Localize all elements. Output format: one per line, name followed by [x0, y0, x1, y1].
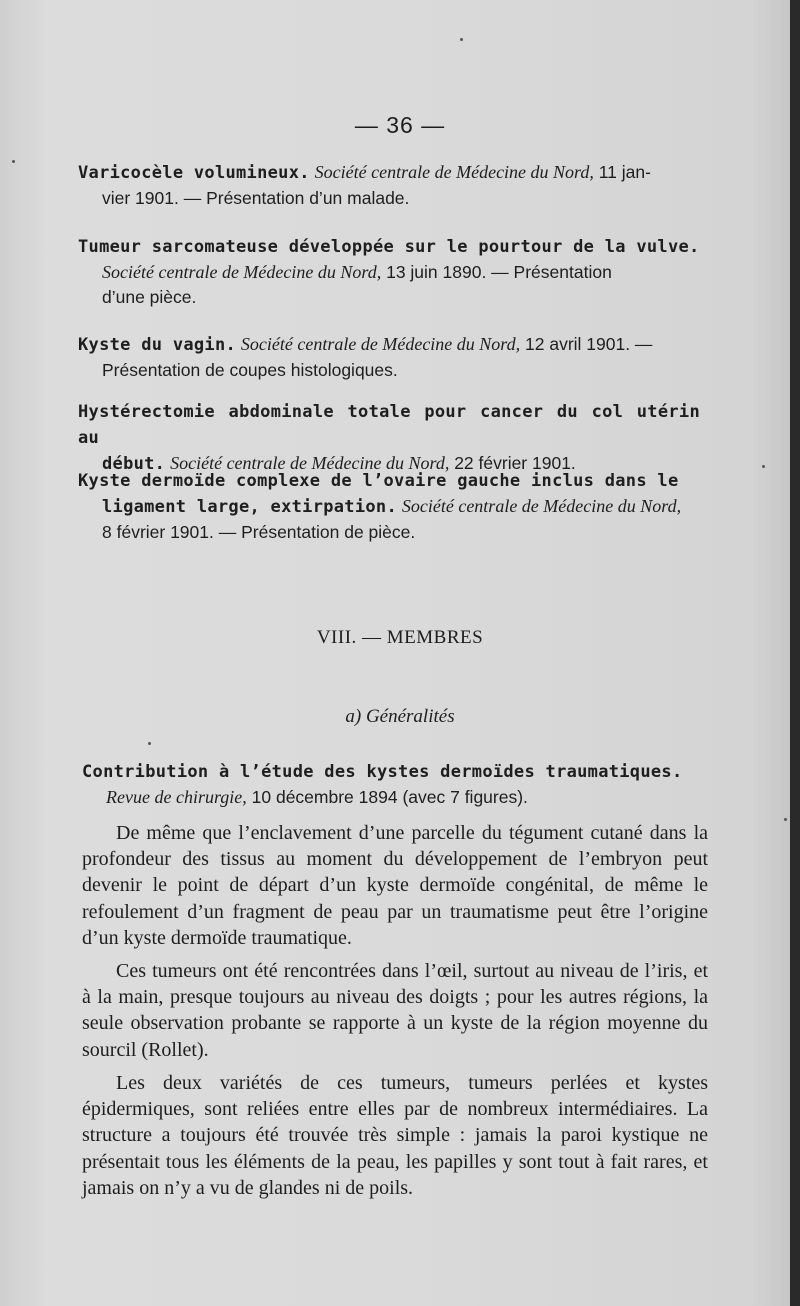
entry-title: Kyste dermoïde complexe de l’ovaire gauche inclus dans le: [78, 471, 679, 491]
entry-date: 22 février 1901.: [449, 453, 576, 473]
entry-source: Société centrale de Médecine du Nord,: [240, 334, 521, 354]
entry-title-continuation: ligament large, extirpation.: [102, 497, 397, 517]
entry-date: 11 jan-: [593, 162, 651, 182]
contribution-title: Contribution à l’étude des kystes dermoïdes traumatiques.: [82, 762, 683, 782]
entry-source: Société centrale de Médecine du Nord,: [314, 162, 594, 182]
entry-title: Kyste du vagin.: [78, 335, 237, 355]
scan-speck: [148, 742, 151, 745]
bibliography-entry: [78, 160, 700, 211]
subsection-title: Généralités: [365, 706, 455, 727]
entry-title: Varicocèle volumineux.: [78, 163, 310, 183]
entry-title: Tumeur sarcomateuse développée sur le pourtour de la vulve.: [78, 237, 700, 257]
bibliography-entry: [78, 332, 700, 383]
body-paragraph: Ces tumeurs ont été rencontrées dans l’œil, surtout au niveau de l’iris, et à la main, presque toujours au niveau des doigts ; pour les autres régions, la seule observation probante se rapporte à un kyste de la région moyenne du sourcil (Rollet).: [82, 960, 708, 1061]
contribution-entry: [82, 759, 708, 810]
body-paragraph: Les deux variétés de ces tumeurs, tumeurs perlées et kystes épidermiques, sont reliées entre elles par de nombreux intermédiaires. La structure a toujours été trouvée très simple : jamais la paroi kystique ne présentait tous les éléments de la peau, les papilles y sont tout à fait rares, et jamais on n’y a vu de glandes ni de poils.: [82, 1072, 708, 1199]
bibliography-entry: [78, 468, 700, 545]
entry-title-continuation: début.: [102, 454, 166, 474]
section-heading: VIII. — MEMBRES: [316, 627, 484, 648]
subsection-label: a): [345, 706, 362, 727]
contribution-source: Revue de chirurgie,: [106, 787, 247, 807]
entry-title: Hystérectomie abdominale totale pour cancer du col utérin au: [78, 402, 700, 448]
entry-continuation: d’une pièce.: [102, 287, 197, 307]
scan-edge: [790, 0, 800, 1306]
scan-speck: [762, 465, 765, 468]
page-number: — 36 —: [354, 112, 446, 138]
entry-date: 13 juin 1890. — Présentation: [381, 262, 612, 282]
entry-continuation: 8 février 1901. — Présentation de pièce.: [102, 522, 416, 542]
body-paragraph: De même que l’enclavement d’une parcelle du tégument cutané dans la profondeur des tissus au moment du développement de l’embryon peut devenir le point de départ d’un kyste dermoïde congénital, de même le refoulement d’un fragment de peau par un traumatisme peut être l’origine d’un kyste dermoïde traumatique.: [82, 822, 708, 949]
entry-continuation: vier 1901. — Présentation d’un malade.: [102, 188, 410, 208]
entry-source: Société centrale de Médecine du Nord,: [401, 496, 682, 516]
entry-source: Société centrale de Médecine du Nord,: [102, 262, 382, 282]
bibliography-entry: [78, 399, 700, 477]
entry-continuation: Présentation de coupes histologiques.: [102, 360, 398, 380]
scan-speck: [460, 38, 463, 41]
scan-speck: [784, 818, 787, 821]
entry-date: 12 avril 1901. —: [520, 334, 653, 354]
subsection-heading: [0, 706, 800, 728]
scan-speck: [12, 160, 15, 163]
bibliography-entry: [78, 234, 700, 310]
entry-source: Société centrale de Médecine du Nord,: [170, 453, 450, 473]
contribution-date: 10 décembre 1894 (avec 7 figures).: [246, 787, 528, 807]
